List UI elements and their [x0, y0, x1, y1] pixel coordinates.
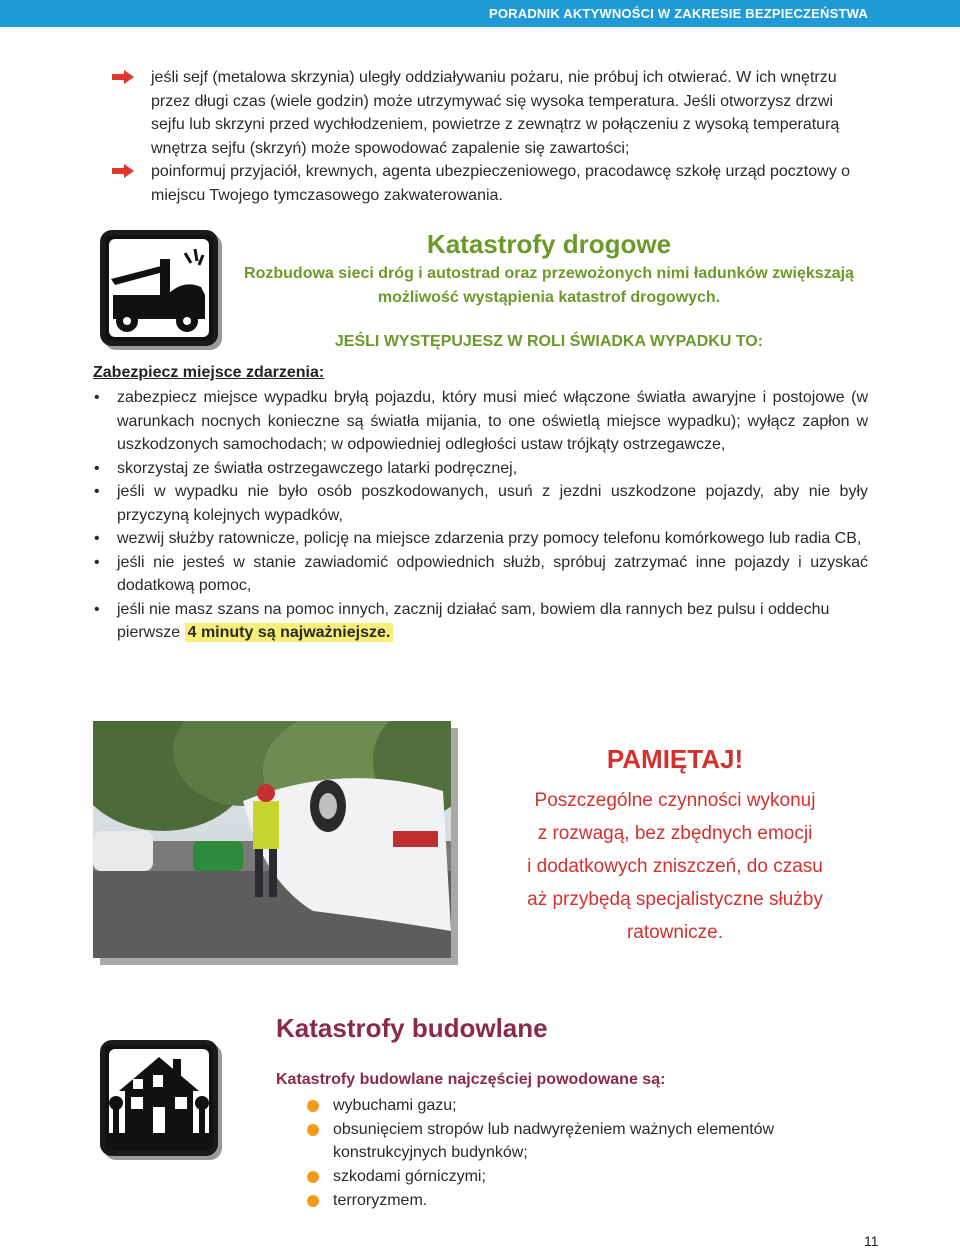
list-item-text: szkodami górniczymi; [333, 1168, 486, 1186]
red-arrow-icon [112, 70, 134, 84]
road-section-title: Katastrofy drogowe [426, 229, 672, 259]
tow-truck-icon [100, 230, 218, 346]
list-item [304, 1189, 864, 1213]
bullet-dot-icon: • [94, 530, 100, 547]
orange-bullet-icon [307, 1195, 319, 1207]
list-item [93, 527, 868, 551]
red-arrow-icon [112, 164, 134, 178]
header-title: PORADNIK AKTYWNOŚCI W ZAKRESIE BEZPIECZEŃSTWA [488, 6, 868, 21]
list-item-text: skorzystaj ze światła ostrzegawczego latarki podręcznej, [117, 459, 518, 477]
building-list [304, 1094, 864, 1213]
remember-text [505, 784, 845, 949]
bullet-dot-icon: • [94, 459, 100, 477]
building-section-title: Katastrofy budowlane [276, 1013, 548, 1043]
list-item [93, 551, 868, 598]
building-section-intro: Katastrofy budowlane najczęściej powodowane są: [276, 1071, 666, 1088]
list-item [304, 1118, 864, 1165]
list-item [93, 457, 868, 481]
list-item [93, 598, 868, 645]
bullet-dot-icon: • [94, 389, 100, 406]
remember-line: i dodatkowych zniszczeń, do czasu [527, 856, 823, 877]
remember-line: aż przybędą specjalistyczne służby [527, 889, 823, 910]
list-item [110, 66, 870, 160]
highlighted-text: 4 minuty są najważniejsze. [185, 623, 394, 642]
road-section-subtitle: Rozbudowa sieci dróg i autostrad oraz przewożonych nimi ładunków zwiększają możliwość wystąpienia katastrof drogowych. [244, 265, 854, 306]
list-item-text: wezwij służby ratownicze, policję na miejsce zdarzenia przy pomocy telefonu komórkowego lub radia CB, [117, 530, 862, 547]
bullet-dot-icon: • [94, 600, 100, 618]
page-number: 11 [864, 1233, 879, 1249]
list-item-text: obsunięciem stropów lub nadwyrężeniem ważnych elementów konstrukcyjnych budynków; [333, 1120, 775, 1162]
list-item-text: jeśli w wypadku nie było osób poszkodowanych, usuń z jezdni uszkodzone pojazdy, aby nie były przyczyną kolejnych wypadków, [117, 483, 868, 524]
bullet-dot-icon: • [94, 553, 100, 571]
orange-bullet-icon [307, 1124, 319, 1136]
bullet-dot-icon: • [94, 483, 100, 500]
accident-photo [93, 721, 451, 958]
road-bullets [93, 386, 868, 645]
list-item [304, 1094, 864, 1118]
list-item-text: jeśli nie masz szans na pomoc innych, zacznij działać sam, bowiem dla rannych bez pulsu i oddechu pierwsze [117, 600, 830, 641]
remember-line: z rozwagą, bez zbędnych emocji [537, 823, 813, 844]
list-item-text: terroryzmem. [333, 1191, 428, 1209]
house-icon [100, 1040, 218, 1156]
list-item-text: jeśli sejf (metalowa skrzynia) uległy oddziaływaniu pożaru, nie próbuj ich otwierać. W ich wnętrzu przez długi czas (wiele godzin) może utrzymywać się wysoka temperatura. Jeśli otworzysz drzwi sejfu lub skrzyni przed wychłodzeniem, powietrze z zewnątrz w połączeniu z wysoką temperaturą wnętrza sejfu (skrzyń) może spowodować zapalenie się zawartości; [151, 69, 840, 157]
list-item [110, 160, 870, 207]
list-item-text: zabezpiecz miejsce wypadku bryłą pojazdu, który musi mieć włączone światła awaryjne i postojowe (w warunkach nocnych konieczne są światła mijania, to one oświetlą miejsce wypadku); wyłącz zapłon w uszkodzonych samochodach; w odpowiedniej odległości ustaw trójkąty ostrzegawcze, [117, 389, 868, 453]
header-band [0, 0, 960, 27]
list-item [304, 1165, 864, 1189]
orange-bullet-icon [307, 1171, 319, 1183]
list-item [93, 480, 868, 527]
remember-line: Poszczególne czynności wykonuj [534, 790, 816, 811]
orange-bullet-icon [307, 1100, 319, 1112]
remember-line: ratownicze. [626, 922, 724, 943]
list-item [93, 386, 868, 457]
list-item-text: wybuchami gazu; [333, 1097, 457, 1114]
list-item-text: poinformuj przyjaciół, krewnych, agenta ubezpieczeniowego, pracodawcę szkołę urząd pocztowy o miejscu Twojego tymczasowego zakwaterowania. [151, 163, 851, 204]
list-item-text: jeśli nie jesteś w stanie zawiadomić odpowiednich służb, spróbuj zatrzymać inne pojazdy i uzyskać dodatkową pomoc, [117, 553, 868, 594]
intro-list [110, 66, 870, 207]
secure-heading: Zabezpiecz miejsce zdarzenia: [93, 364, 325, 381]
witness-heading: JEŚLI WYSTĘPUJESZ W ROLI ŚWIADKA WYPADKU TO: [334, 333, 764, 350]
remember-title: PAMIĘTAJ! [606, 744, 744, 774]
